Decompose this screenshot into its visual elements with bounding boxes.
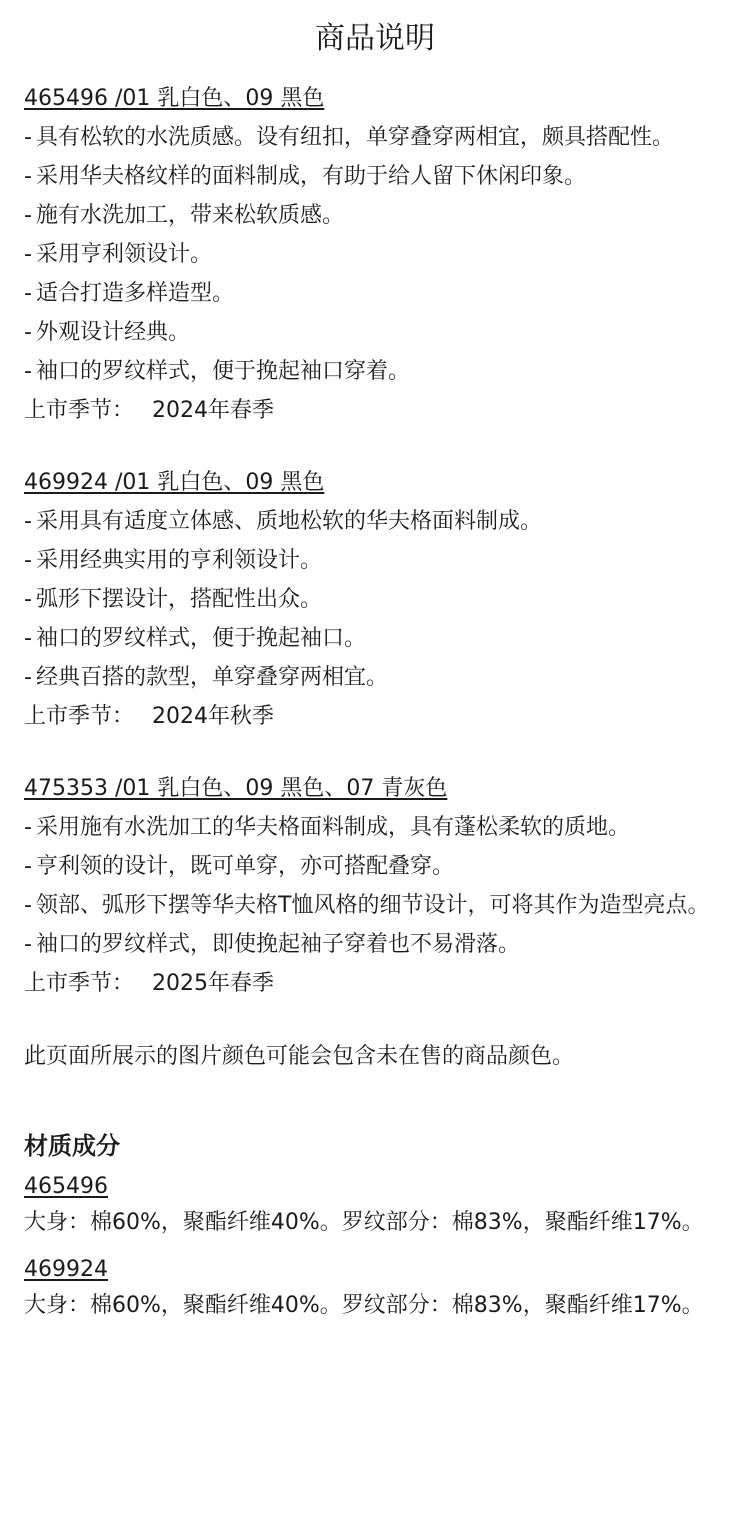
material-composition: 大身：棉60%，聚酯纤维40%。罗纹部分：棉83%，聚酯纤维17%。 xyxy=(24,1293,704,1318)
materials-title: 材质成分 xyxy=(24,1132,120,1160)
material-item xyxy=(24,1253,730,1324)
feature-item xyxy=(24,925,730,964)
product-block xyxy=(24,464,730,736)
feature-item xyxy=(24,313,730,352)
dash-bullet: - xyxy=(24,359,32,384)
dash-bullet: - xyxy=(24,587,32,612)
feature-list xyxy=(24,502,730,697)
feature-item xyxy=(24,274,730,313)
season-label: 上市季节： xyxy=(24,971,135,996)
material-code-link[interactable]: 469924 xyxy=(24,1257,108,1282)
material-composition: 大身：棉60%，聚酯纤维40%。罗纹部分：棉83%，聚酯纤维17%。 xyxy=(24,1210,704,1235)
product-heading-link[interactable]: 465496 /01 乳白色、09 黑色 xyxy=(24,86,325,111)
feature-item xyxy=(24,352,730,391)
dash-bullet: - xyxy=(24,854,32,879)
feature-text: 袖口的罗纹样式，即使挽起袖子穿着也不易滑落。 xyxy=(36,932,521,957)
feature-item xyxy=(24,118,730,157)
product-block xyxy=(24,770,730,1003)
dash-bullet: - xyxy=(24,815,32,840)
season-value: 2024年春季 xyxy=(152,398,275,423)
feature-text: 采用经典实用的亨利领设计。 xyxy=(36,548,323,573)
season-value: 2024年秋季 xyxy=(152,704,275,729)
feature-item xyxy=(24,808,730,847)
release-season xyxy=(24,964,730,1003)
feature-text: 采用施有水洗加工的华夫格面料制成，具有蓬松柔软的质地。 xyxy=(36,815,631,840)
feature-text: 弧形下摆设计，搭配性出众。 xyxy=(36,587,323,612)
materials-section xyxy=(24,1128,730,1324)
feature-text: 具有松软的水洗质感。设有纽扣，单穿叠穿两相宜，颇具搭配性。 xyxy=(36,125,675,150)
release-season xyxy=(24,391,730,430)
feature-item xyxy=(24,619,730,658)
season-value: 2025年春季 xyxy=(152,971,275,996)
color-disclaimer: 此页面所展示的图片颜色可能会包含未在售的商品颜色。 xyxy=(24,1044,575,1069)
product-heading-link[interactable]: 475353 /01 乳白色、09 黑色、07 青灰色 xyxy=(24,776,448,801)
material-item xyxy=(24,1170,730,1241)
feature-item xyxy=(24,886,730,925)
dash-bullet: - xyxy=(24,665,32,690)
feature-text: 采用具有适度立体感、质地松软的华夫格面料制成。 xyxy=(36,509,543,534)
feature-text: 采用华夫格纹样的面料制成，有助于给人留下休闲印象。 xyxy=(36,164,587,189)
season-label: 上市季节： xyxy=(24,704,135,729)
feature-item xyxy=(24,541,730,580)
feature-list xyxy=(24,808,730,964)
product-block xyxy=(24,80,730,430)
feature-text: 袖口的罗纹样式，便于挽起袖口穿着。 xyxy=(36,359,411,384)
dash-bullet: - xyxy=(24,893,32,918)
dash-bullet: - xyxy=(24,125,32,150)
release-season xyxy=(24,697,730,736)
feature-text: 施有水洗加工，带来松软质感。 xyxy=(36,203,345,228)
feature-item xyxy=(24,235,730,274)
feature-text: 采用亨利领设计。 xyxy=(36,242,213,267)
feature-item xyxy=(24,196,730,235)
feature-item xyxy=(24,658,730,697)
dash-bullet: - xyxy=(24,242,32,267)
dash-bullet: - xyxy=(24,164,32,189)
feature-text: 袖口的罗纹样式，便于挽起袖口。 xyxy=(36,626,367,651)
feature-text: 亨利领的设计，既可单穿，亦可搭配叠穿。 xyxy=(36,854,455,879)
feature-item xyxy=(24,580,730,619)
feature-text: 适合打造多样造型。 xyxy=(36,281,235,306)
dash-bullet: - xyxy=(24,281,32,306)
description-content xyxy=(24,80,730,1336)
dash-bullet: - xyxy=(24,320,32,345)
product-heading-link[interactable]: 469924 /01 乳白色、09 黑色 xyxy=(24,470,325,495)
dash-bullet: - xyxy=(24,932,32,957)
feature-text: 经典百搭的款型，单穿叠穿两相宜。 xyxy=(36,665,389,690)
feature-item xyxy=(24,157,730,196)
season-label: 上市季节： xyxy=(24,398,135,423)
dash-bullet: - xyxy=(24,203,32,228)
page-title: 商品说明 xyxy=(315,21,435,56)
feature-text: 外观设计经典。 xyxy=(36,320,191,345)
dash-bullet: - xyxy=(24,509,32,534)
feature-list xyxy=(24,118,730,391)
dash-bullet: - xyxy=(24,626,32,651)
material-code-link[interactable]: 465496 xyxy=(24,1174,108,1199)
feature-item xyxy=(24,502,730,541)
feature-text: 领部、弧形下摆等华夫格T恤风格的细节设计，可将其作为造型亮点。 xyxy=(36,893,710,918)
feature-item xyxy=(24,847,730,886)
dash-bullet: - xyxy=(24,548,32,573)
